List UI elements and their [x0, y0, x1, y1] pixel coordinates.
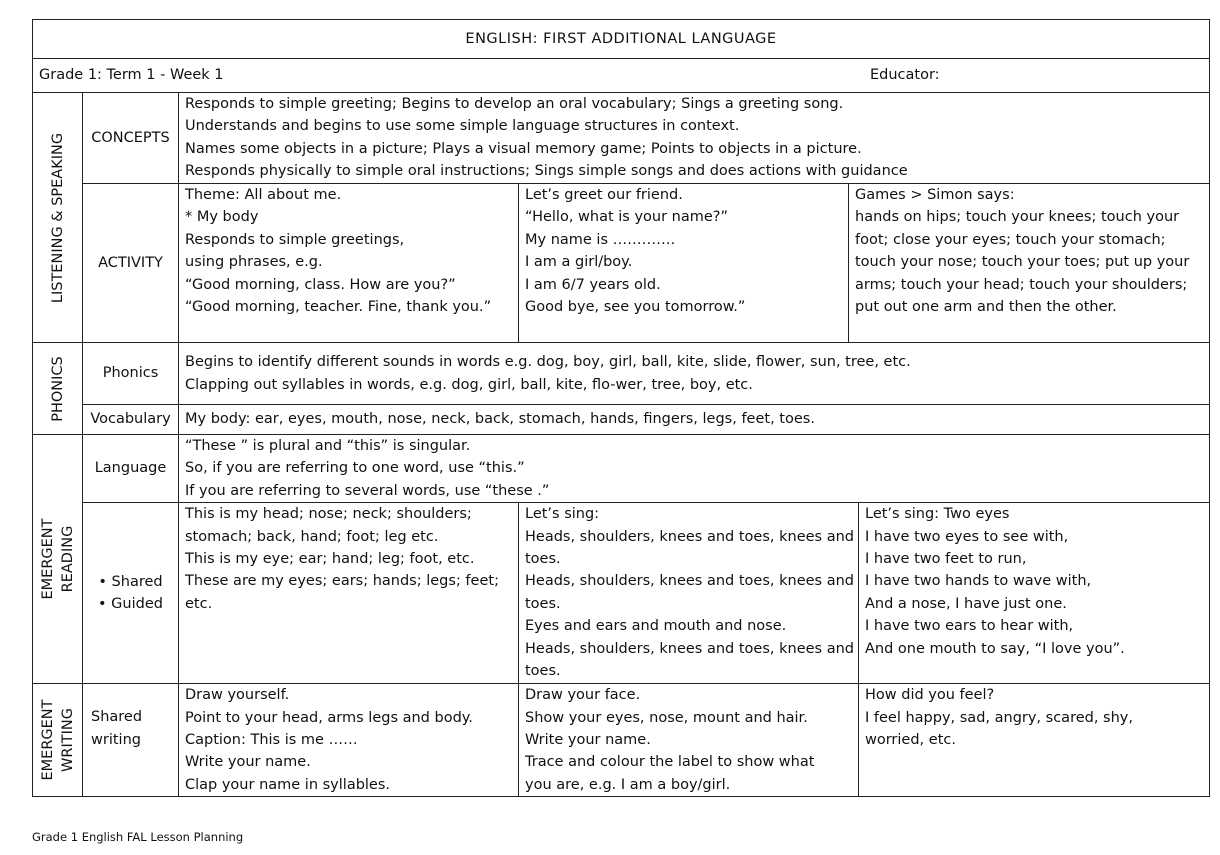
writing-line: Draw your face.	[525, 687, 641, 704]
concepts-cell	[179, 93, 1210, 184]
reading-line: toes.	[525, 663, 561, 680]
section-listening-speaking	[33, 93, 83, 343]
reading-line: toes.	[525, 551, 561, 568]
activity-line: arms; touch your head; touch your shoulders;	[855, 276, 1188, 293]
writing-line: I feel happy, sad, angry, scared, shy,	[865, 709, 1133, 726]
activity-line: hands on hips; touch your knees; touch your	[855, 209, 1180, 226]
reading-line: This is my eye; ear; hand; leg; foot, etc.	[185, 551, 475, 568]
section-label-listening-speaking: LISTENING & SPEAKING	[49, 132, 66, 303]
reading-line: These are my eyes; ears; hands; legs; feet;	[185, 573, 499, 590]
writing-line: Show your eyes, nose, mount and hair.	[525, 709, 808, 726]
activity-line: Games > Simon says:	[855, 187, 1015, 203]
grade-label: Grade 1: Term 1 - Week 1	[39, 67, 224, 84]
reading-line: I have two feet to run,	[865, 551, 1027, 568]
vocabulary-text: My body: ear, eyes, mouth, nose, neck, back, stomach, hands, fingers, legs, feet, toes.	[185, 411, 815, 428]
activity-line: “Good morning, class. How are you?”	[185, 276, 456, 293]
reading-line: I have two hands to wave with,	[865, 573, 1092, 590]
activity-line: Responds to simple greetings,	[185, 231, 405, 248]
reading-line: Let’s sing:	[525, 506, 600, 523]
activity-label: ACTIVITY	[83, 184, 179, 343]
activity-line: using phrases, e.g.	[185, 254, 323, 271]
reading-line: toes.	[525, 595, 561, 612]
section-label-emergent-writing: EMERGENT WRITING	[39, 699, 76, 781]
reading-line: This is my head; nose; neck; shoulders;	[185, 506, 472, 523]
activity-col-2	[519, 184, 849, 343]
shared-writing-label: Shared writing	[83, 684, 179, 797]
activity-col-3	[849, 184, 1210, 343]
writing-line: How did you feel?	[865, 687, 995, 704]
language-label: Language	[83, 435, 179, 503]
writing-line: Write your name.	[185, 754, 311, 771]
phonics-line: Clapping out syllables in words, e.g. dog, girl, ball, kite, flo-wer, tree, boy, etc.	[185, 376, 753, 393]
shared-writing-col-1	[179, 684, 519, 797]
educator-label: Educator:	[870, 67, 940, 83]
section-phonics	[33, 343, 83, 435]
writing-line: worried, etc.	[865, 732, 956, 749]
writing-line: Caption: This is me ……	[185, 732, 358, 749]
phonics-cell	[179, 343, 1210, 405]
concepts-line: Names some objects in a picture; Plays a visual memory game; Points to objects in a picture.	[185, 140, 862, 157]
activity-line: foot; close your eyes; touch your stomach;	[855, 231, 1166, 248]
activity-line: My name is ………….	[525, 231, 676, 248]
reading-line: Eyes and ears and mouth and nose.	[525, 618, 787, 635]
activity-line: touch your nose; touch your toes; put up your	[855, 254, 1190, 271]
reading-line: I have two eyes to see with,	[865, 528, 1069, 545]
activity-line: I am a girl/boy.	[525, 254, 633, 271]
activity-line: “Good morning, teacher. Fine, thank you.”	[185, 299, 492, 316]
language-line: “These ” is plural and “this” is singular.	[185, 438, 471, 454]
language-line: So, if you are referring to one word, use “this.”	[185, 460, 525, 477]
activity-line: Let’s greet our friend.	[525, 187, 683, 203]
activity-line: “Hello, what is your name?”	[525, 209, 728, 226]
activity-line: put out one arm and then the other.	[855, 299, 1117, 316]
reading-line: Let’s sing: Two eyes	[865, 506, 1010, 523]
shared-guided-col-3	[859, 503, 1210, 684]
concepts-label: CONCEPTS	[83, 93, 179, 184]
shared-writing-col-2	[519, 684, 859, 797]
section-label-phonics: PHONICS	[49, 355, 66, 422]
concepts-line: Understands and begins to use some simple language structures in context.	[185, 118, 740, 135]
vocabulary-label: Vocabulary	[83, 405, 179, 435]
activity-line: I am 6/7 years old.	[525, 276, 661, 293]
shared-guided-label: • Shared • Guided	[83, 503, 179, 684]
reading-line: Heads, shoulders, knees and toes, knees and	[525, 573, 854, 590]
phonics-line: Begins to identify different sounds in words e.g. dog, boy, girl, ball, kite, slide, flower, sun, tree, etc.	[185, 354, 911, 371]
concepts-line: Responds physically to simple oral instructions; Sings simple songs and does actions with guidance	[185, 163, 908, 180]
reading-line: Heads, shoulders, knees and toes, knees and	[525, 528, 854, 545]
writing-line: Write your name.	[525, 732, 651, 749]
page-title: ENGLISH: FIRST ADDITIONAL LANGUAGE	[33, 20, 1210, 59]
section-emergent-reading	[33, 435, 83, 684]
vocabulary-cell	[179, 405, 1210, 435]
reading-line: stomach; back, hand; foot; leg etc.	[185, 528, 439, 545]
phonics-label: Phonics	[83, 343, 179, 405]
reading-line: I have two ears to hear with,	[865, 618, 1074, 635]
activity-line: * My body	[185, 209, 259, 226]
page-footer: Grade 1 English FAL Lesson Planning	[32, 830, 244, 844]
activity-line: Good bye, see you tomorrow.”	[525, 299, 746, 316]
writing-line: Point to your head, arms legs and body.	[185, 709, 473, 726]
writing-line: Trace and colour the label to show what	[525, 754, 815, 771]
activity-col-1	[179, 184, 519, 343]
shared-writing-col-3	[859, 684, 1210, 797]
language-cell	[179, 435, 1210, 503]
reading-line: And a nose, I have just one.	[865, 595, 1067, 612]
reading-line: Heads, shoulders, knees and toes, knees and	[525, 640, 854, 657]
section-label-emergent-reading: EMERGENT READING	[39, 518, 76, 600]
language-line: If you are referring to several words, use “these .”	[185, 482, 550, 499]
section-emergent-writing	[33, 684, 83, 797]
shared-guided-col-1	[179, 503, 519, 684]
writing-line: Draw yourself.	[185, 687, 290, 704]
grade-row	[33, 59, 1210, 93]
writing-line: you are, e.g. I am a boy/girl.	[525, 776, 731, 793]
lesson-plan-table	[32, 19, 1210, 797]
reading-line: etc.	[185, 595, 213, 612]
concepts-line: Responds to simple greeting; Begins to develop an oral vocabulary; Sings a greeting song.	[185, 96, 844, 112]
writing-line: Clap your name in syllables.	[185, 776, 391, 793]
shared-guided-col-2	[519, 503, 859, 684]
activity-line: Theme: All about me.	[185, 187, 342, 203]
reading-line: And one mouth to say, “I love you”.	[865, 640, 1125, 657]
